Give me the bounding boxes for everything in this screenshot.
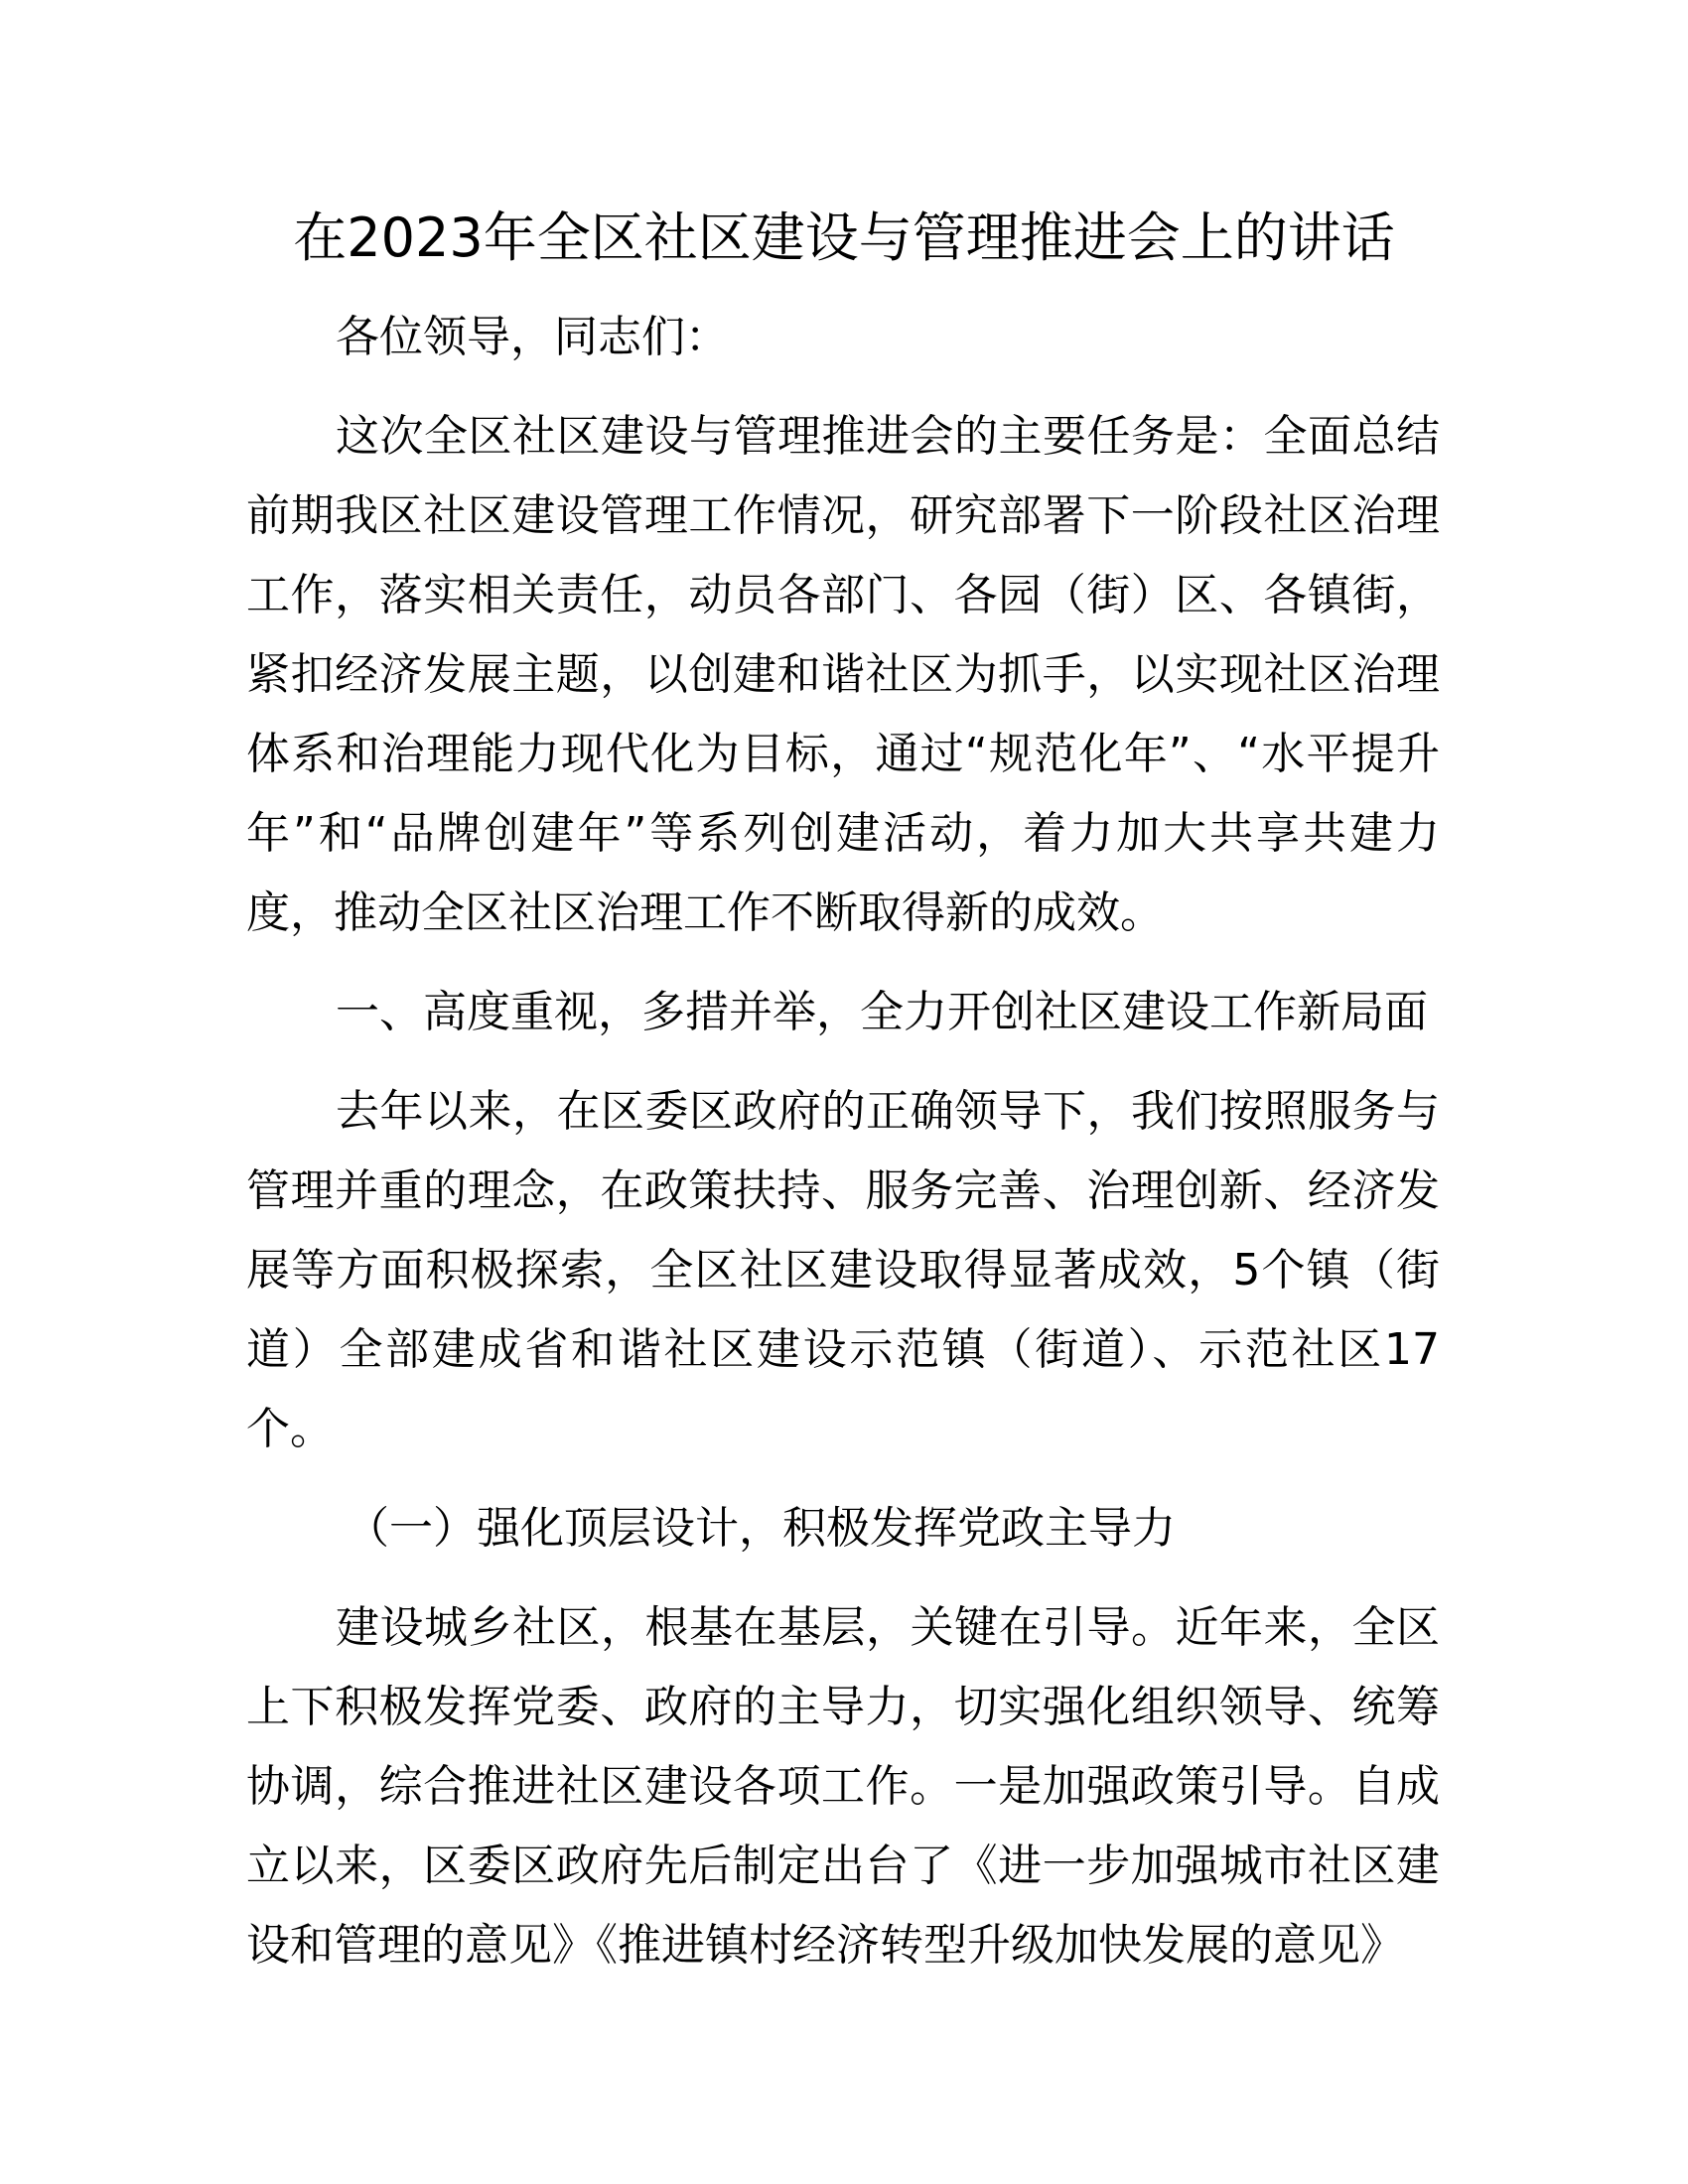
section-heading-1: 一、高度重视，多措并举，全力开创社区建设工作新局面	[336, 987, 1428, 1037]
subsection-heading-1: （一）强化顶层设计，积极发挥党政主导力	[346, 1503, 1176, 1554]
salutation: 各位领导，同志们：	[336, 312, 729, 362]
intro-paragraph: 这次全区社区建设与管理推进会的主要任务是：全面总结前期我区社区建设管理工作情况，研究部署下一阶段社区治理工作，落实相关责任，动员各部门、各园（街）区、各镇街，紧扣经济发展主题，以创建和谐社区为抓手，以实现社区治理体系和治理能力现代化为目标，通过“规范化年”、“水平提升年”和“品牌创建年”等系列创建活动，着力加大共享共建力度，推动全区社区治理工作不断取得新的成效。	[246, 411, 1440, 938]
section-paragraph-1: 去年以来，在区委区政府的正确领导下，我们按照服务与管理并重的理念，在政策扶持、服务完善、治理创新、经济发展等方面积极探索，全区社区建设取得显著成效，5个镇（街道）全部建成省和谐社区建设示范镇（街道）、示范社区17个。	[246, 1086, 1440, 1454]
document-title: 在2023年全区社区建设与管理推进会上的讲话	[293, 206, 1395, 269]
document-body	[246, 298, 1440, 1985]
subsection-paragraph-1: 建设城乡社区，根基在基层，关键在引导。近年来，全区上下积极发挥党委、政府的主导力，切实强化组织领导、统筹协调，综合推进社区建设各项工作。一是加强政策引导。自成立以来，区委区政府先后制定出台了《进一步加强城市社区建设和管理的意见》《推进镇村经济转型升级加快发展的意见》	[246, 1602, 1440, 1971]
